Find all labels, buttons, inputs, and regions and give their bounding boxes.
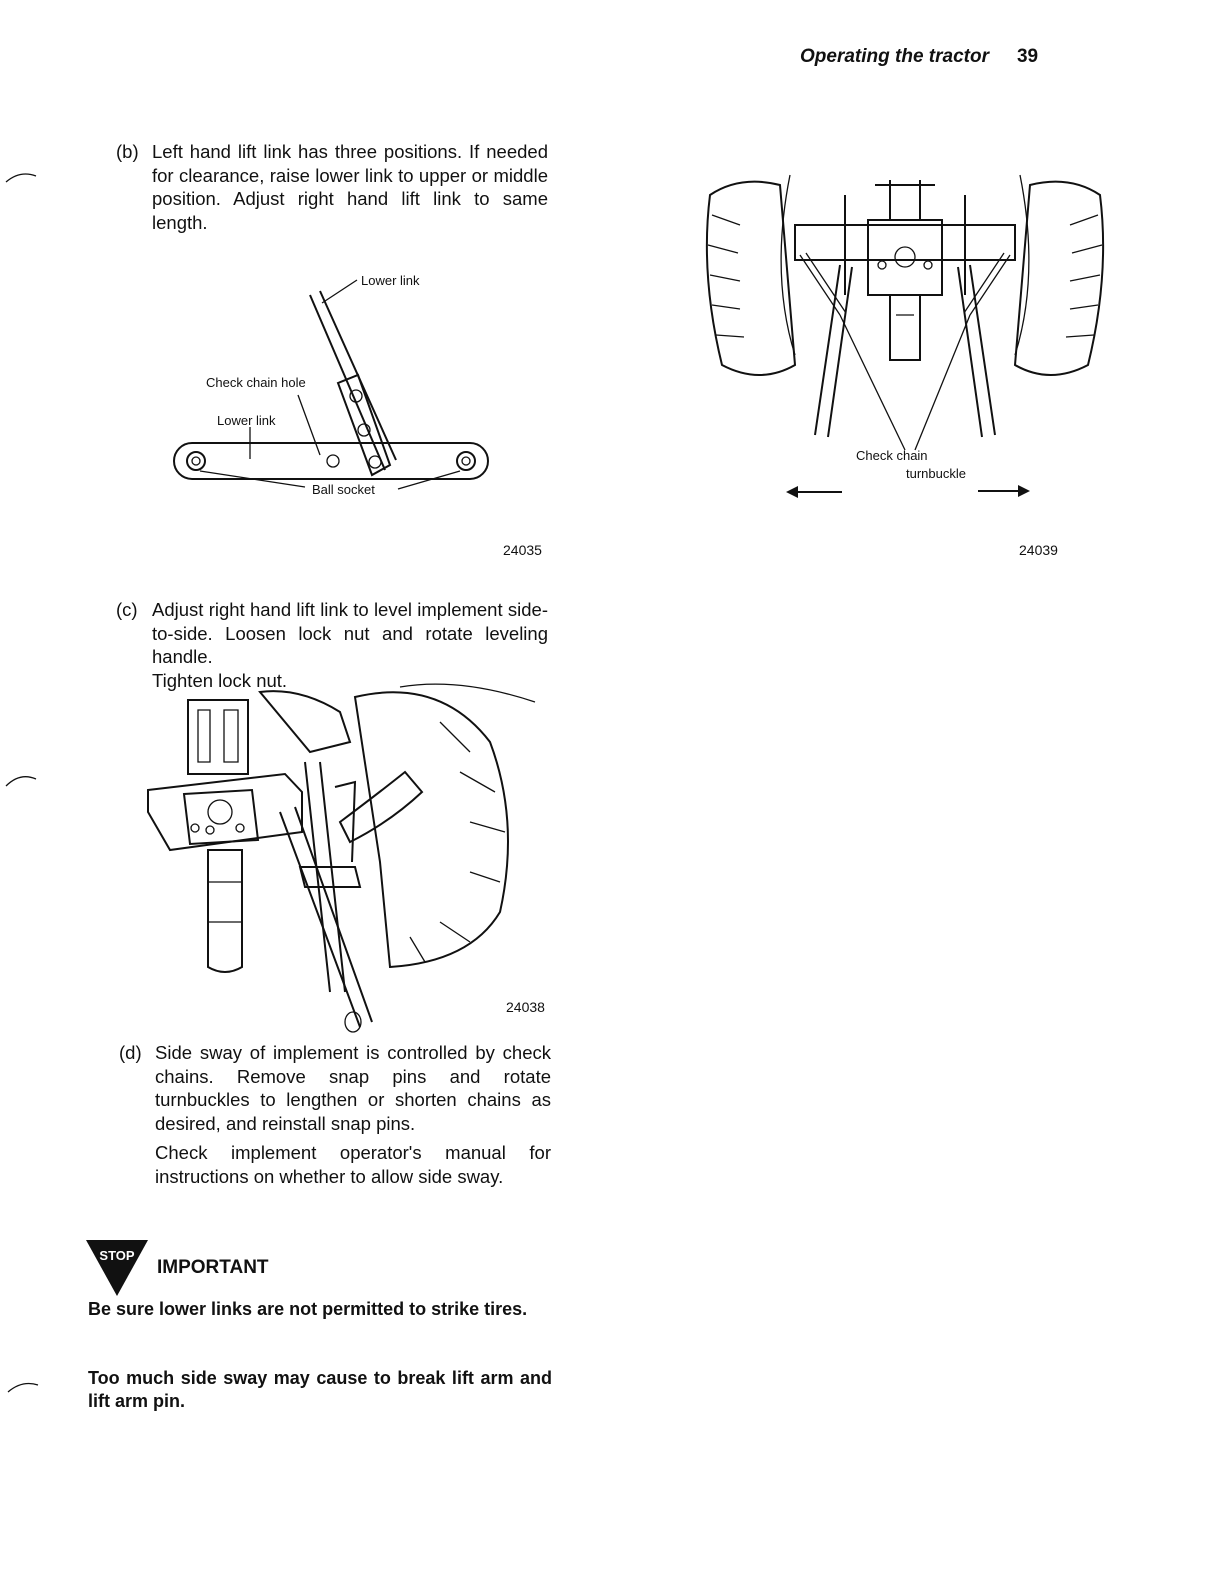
- figure-number-24039: 24039: [1019, 542, 1058, 558]
- callout-ball-socket: Ball socket: [312, 482, 375, 497]
- step-text-2: Check implement operator's manual for instructions on whether to allow side sway.: [155, 1142, 551, 1187]
- callout-check-chain: Check chain: [856, 448, 928, 463]
- important-title: IMPORTANT: [157, 1257, 269, 1278]
- important-text-1: Be sure lower links are not permitted to strike tires.: [88, 1299, 528, 1319]
- step-label: (c): [116, 599, 138, 620]
- step-text: Side sway of implement is controlled by check chains. Remove snap pins and rotate turnbuckles to lengthen or shorten chains as desired, and reinstall snap pins.: [155, 1042, 551, 1134]
- step-d: [119, 1041, 551, 1188]
- figure-number-24035: 24035: [503, 542, 542, 558]
- callout-turnbuckle: turnbuckle: [906, 466, 966, 481]
- callout-lower-link: Lower link: [217, 413, 276, 428]
- step-label: (b): [116, 141, 139, 162]
- leveling-handle-diagram: [140, 682, 550, 1037]
- step-text: Left hand lift link has three positions. If needed for clearance, raise lower link to upper or middle position. Adjust right hand lift link to same length.: [152, 141, 548, 233]
- step-b: [116, 140, 548, 234]
- stop-warning-icon: [84, 1236, 152, 1298]
- step-text: Adjust right hand lift link to level implement side-to-side. Loosen lock nut and rotate leveling handle.: [152, 599, 548, 667]
- important-text-2: Too much side sway may cause to break lift arm and lift arm pin.: [88, 1368, 552, 1411]
- step-text-2: Tighten lock nut.: [152, 669, 288, 691]
- stop-sign-text: STOP: [99, 1248, 135, 1263]
- callout-lower-link-top: Lower link: [361, 273, 420, 288]
- step-label: (d): [119, 1042, 142, 1063]
- section-title: Operating the tractor: [800, 46, 989, 67]
- callout-check-chain-hole: Check chain hole: [206, 375, 306, 390]
- figure-number-24038: 24038: [506, 999, 545, 1015]
- step-c: [116, 598, 548, 692]
- page-number: 39: [1016, 46, 1039, 67]
